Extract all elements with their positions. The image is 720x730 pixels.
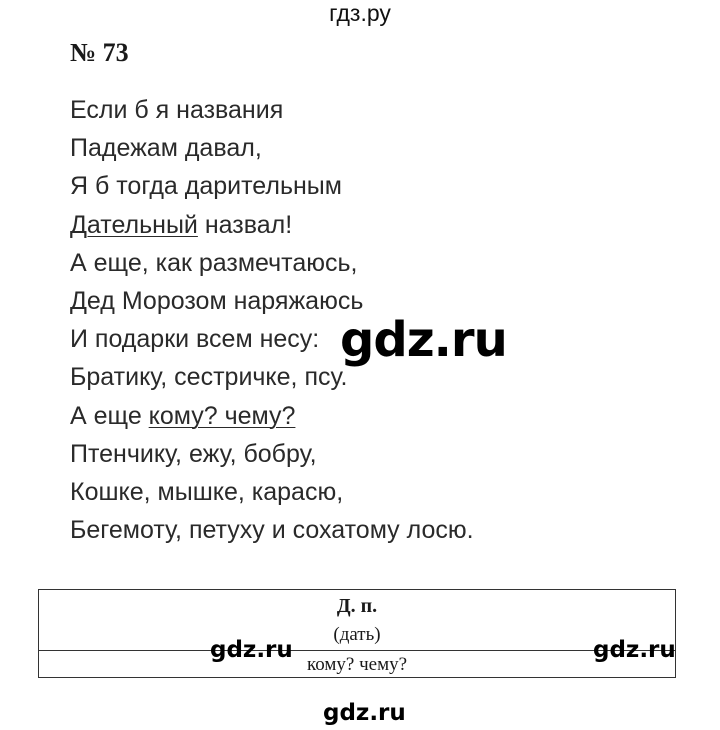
watermark-left: gdz.ru <box>210 637 293 663</box>
watermark-bottom: gdz.ru <box>323 700 406 726</box>
poem-line <box>70 246 474 284</box>
task-number: № 73 <box>70 38 129 67</box>
poem-text: назвал! <box>197 210 293 239</box>
poem-text: Бегемоту, петуху и сохатому лосю. <box>70 516 474 545</box>
underlined-text: кому? чему? <box>148 401 296 430</box>
poem-line <box>70 131 474 169</box>
poem-line <box>70 437 474 475</box>
case-table <box>38 589 676 678</box>
watermark-right: gdz.ru <box>593 637 676 663</box>
poem-text: Падежам давал, <box>70 134 262 163</box>
poem-line <box>70 169 474 207</box>
site-header: гдз.ру <box>329 0 391 26</box>
poem-line <box>70 475 474 513</box>
poem-line <box>70 208 474 246</box>
underlined-text: Дательный <box>70 210 198 239</box>
poem-line <box>70 93 474 131</box>
poem-text: И подарки всем несу: <box>70 325 320 354</box>
poem-text: Братику, сестричке, псу. <box>70 363 348 392</box>
poem-text: Кошке, мышке, карасю, <box>70 477 344 506</box>
poem-text: Птенчику, ежу, бобру, <box>70 439 317 468</box>
poem-text: А еще <box>70 401 149 430</box>
poem-text: А еще, как размечтаюсь, <box>70 248 358 277</box>
table-row-divider <box>39 650 675 651</box>
poem-text: Я б тогда дарительным <box>70 172 342 201</box>
watermark-large: gdz.ru <box>340 312 507 368</box>
case-verb: (дать) <box>333 624 381 645</box>
poem-text: Если б я названия <box>70 96 284 124</box>
poem-line <box>70 399 474 437</box>
case-name: Д. п. <box>336 595 378 617</box>
poem-text: Дед Морозом наряжаюсь <box>70 286 364 315</box>
case-question: кому? чему? <box>306 654 408 675</box>
poem-line <box>70 513 474 551</box>
